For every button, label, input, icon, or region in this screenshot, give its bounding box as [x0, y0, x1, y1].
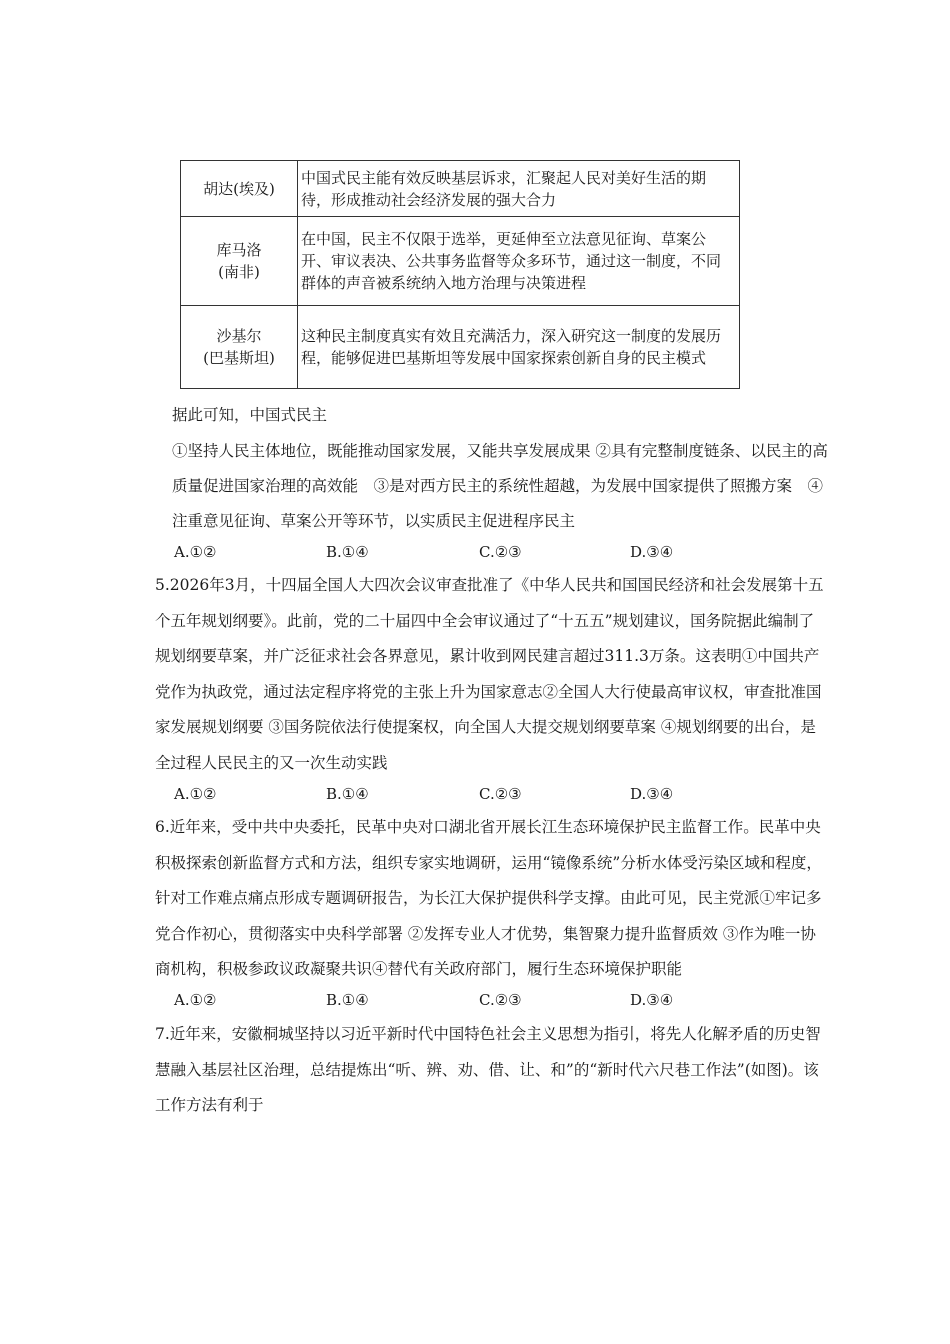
question-text: 2026年3月，十四届全国人大四次会议审查批准了《中华人民共和国国民经济和社会发展第十五个五年规划纲要》。此前，党的二十届四中全会审议通过了“十五五”规划建议，国务院据此编制了规划纲要草案，并广泛征求社会各界意见，累计收到网民建言超过311.3万条。这表明①中国共产党作为执政党，通过法定程序将党的主张上升为国家意志②全国人大行使最高审议权，审查批准国家发展规划纲要 ③国务院依法行使提案权，向全国人大提交规划纲要草案 ④规划纲要的出台，是全过程人民民主的又一次生动实践 [155, 576, 824, 772]
table-row [181, 161, 740, 217]
question-number: 7. [155, 1025, 170, 1043]
speaker-name: 沙基尔 [216, 327, 262, 345]
question-number: 6. [155, 818, 170, 836]
option-d: D.③④ [630, 785, 674, 803]
option-a: A.①② [174, 543, 217, 561]
speaker-cell [181, 161, 298, 217]
option-b: B.①④ [326, 991, 369, 1009]
speaker-name: 库马洛 [216, 241, 262, 259]
q5-options [174, 782, 794, 806]
question-text: 近年来，受中共中央委托，民革中央对口湖北省开展长江生态环境保护民主监督工作。民革中央积极探索创新监督方式和方法，组织专家实地调研，运用“镜像系统”分析水体受污染区域和程度，针对工作难点痛点形成专题调研报告，为长江大保护提供科学支撑。由此可见，民主党派①牢记多党合作初心，贯彻落实中央科学部署 ②发挥专业人才优势，集智聚力提升监督质效 ③作为唯一协商机构，积极参政议政凝聚共识④替代有关政府部门，履行生态环境保护职能 [155, 818, 822, 978]
speaker-country: (南非) [218, 263, 260, 281]
question-6 [155, 810, 828, 988]
option-b: B.①④ [326, 785, 369, 803]
quote-cell: 这种民主制度真实有效且充满活力，深入研究这一制度的发展历程，能够促进巴基斯坦等发展中国家探索创新自身的民主模式 [298, 306, 740, 389]
speaker-country: (巴基斯坦) [203, 349, 275, 367]
option-d: D.③④ [630, 991, 674, 1009]
question-7 [155, 1017, 828, 1124]
speaker-name: 胡达(埃及) [203, 179, 275, 198]
q4-statements: ①坚持人民主体地位，既能推动国家发展，又能共享发展成果 ②具有完整制度链条、以民主的高质量促进国家治理的高效能 ③是对西方民主的系统性超越，为发展中国家提供了照搬方案 ④注重意见征询、草案公开等环节，以实质民主促进程序民主 [172, 442, 828, 530]
quote-cell: 在中国，民主不仅限于选举，更延伸至立法意见征询、草案公开、审议表决、公共事务监督等众多环节，通过这一制度，不同群体的声音被系统纳入地方治理与决策进程 [298, 217, 740, 306]
speaker-cell [181, 217, 298, 306]
table-row [181, 306, 740, 389]
quotes-table [180, 160, 740, 389]
q4-options [174, 540, 794, 564]
option-a: A.①② [174, 991, 217, 1009]
option-c: C.②③ [479, 991, 522, 1009]
option-c: C.②③ [479, 543, 522, 561]
option-a: A.①② [174, 785, 217, 803]
question-text: 近年来，安徽桐城坚持以习近平新时代中国特色社会主义思想为指引，将先人化解矛盾的历史智慧融入基层社区治理，总结提炼出“听、辨、劝、借、让、和”的“新时代六尺巷工作法”(如图)。该工作方法有利于 [155, 1025, 821, 1114]
q4-stem: 据此可知，中国式民主 [172, 406, 328, 424]
option-b: B.①④ [326, 543, 369, 561]
question-5 [155, 568, 828, 781]
q6-options [174, 988, 794, 1012]
quote-cell: 中国式民主能有效反映基层诉求，汇聚起人民对美好生活的期待，形成推动社会经济发展的强大合力 [298, 161, 740, 217]
question-number: 5. [155, 576, 170, 594]
speaker-cell [181, 306, 298, 389]
table-row [181, 217, 740, 306]
option-c: C.②③ [479, 785, 522, 803]
option-d: D.③④ [630, 543, 674, 561]
